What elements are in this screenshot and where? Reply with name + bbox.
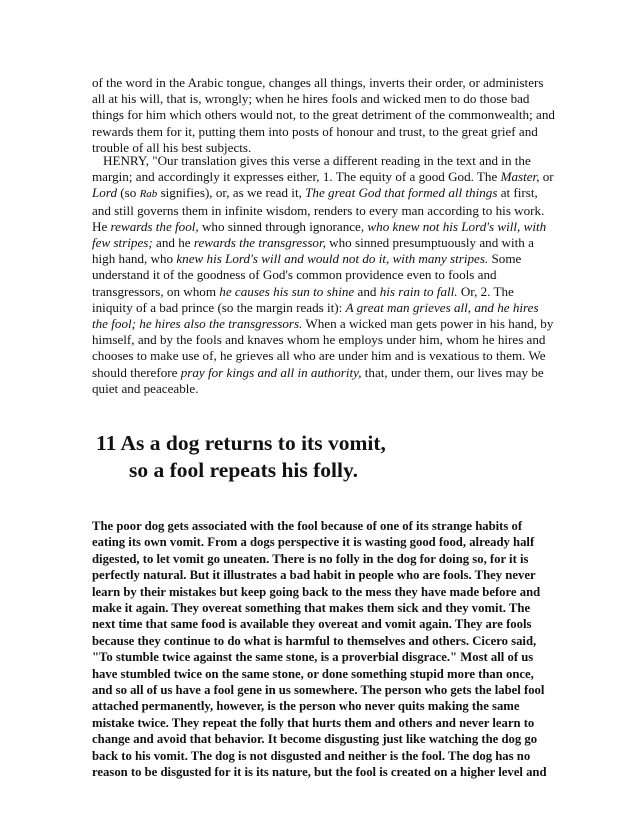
italic-run: Lord [92, 185, 117, 201]
text-run: and [354, 283, 380, 299]
italic-run: he causes his sun to shine [219, 283, 355, 299]
text-run: and he [152, 235, 194, 251]
verse-heading [96, 430, 566, 484]
text-run: (so [117, 185, 140, 201]
text-run: Some understand it of the goodness of God's common providence even to fools and transgressors, on whom [92, 251, 522, 299]
italic-run-small: Rab [139, 188, 158, 201]
text-run: HENRY, "Our translation gives this verse a different reading in the text and in the margin; and accordingly it expresses either, 1. The equity of a good God. The [92, 153, 531, 185]
paragraph-arabic-tongue: of the word in the Arabic tongue, changes all things, inverts their order, or administers all at his will, that is, wrongly; when he hires fools and wicked men to do those bad things for him which others would not, to the great detriment of the commonwealth; and rewards them for it, putting them into posts of honour and trust, to the great grief and trouble of all his best subjects. [92, 75, 555, 155]
text-run: signifies), or, as we read it, [157, 185, 306, 201]
italic-run: who knew not his Lord's will, with few stripes; [92, 218, 547, 251]
italic-run: pray for kings and all in authority, [180, 364, 362, 380]
text-run: at first, and still governs them in infinite wisdom, renders to every man according to his work. He [92, 185, 545, 234]
paragraph-henry-commentary [92, 153, 556, 397]
italic-run: rewards the transgressor, [193, 235, 326, 251]
verse-line-2: so a fool repeats his folly. [129, 458, 358, 482]
text-run: Or, 2. The iniquity of a bad prince (so the margin reads it): [92, 283, 514, 315]
italic-run: Master, [500, 169, 540, 185]
text-run: When a wicked man gets power in his hand, by himself, and by the fools and knaves whom he employs under him, whom he hires and chooses to make use of, he grieves all who are under him and is vexatious to them. We should therefore [92, 316, 554, 380]
text-run: who sinned presumptuously and with a high hand, who [92, 235, 534, 267]
italic-run: rewards the fool, [110, 218, 199, 234]
verse-line-1: 11 As a dog returns to its vomit, [96, 431, 386, 455]
italic-run: A great man grieves all, and he hires the fool; he hires also the transgressors. [92, 299, 539, 332]
italic-run: The great God that formed all things [305, 185, 498, 201]
text-run: who sinned through ignorance, [198, 218, 368, 234]
text-run: or [539, 169, 554, 185]
commentary-paragraph: The poor dog gets associated with the fool because of one of its strange habits of eating its own vomit. From a dogs perspective it is wasting good food, already half digested, to let vomit go uneaten. There is no folly in the dog for doing so, for it is perfectly natural. But it illustrates a bad habit in people who are fools. They never learn by their mistakes but keep going back to the mess they have made before and make it again. They overeat something that makes them sick and they vomit. The next time that same food is available they overeat and vomit again. They are fools because they continue to do what is harmful to themselves and others. Cicero said, "To stumble twice against the same stone, is a proverbial disgrace." Most all of us have stumbled twice on the same stone, or done something stupid more than once, and so all of us have a fool gene in us somewhere. The person who gets the label fool attached permanently, however, is the person who never quits making the same mistake twice. They repeat the folly that hurts them and others and never learn to change and avoid that behavior. It become disgusting just like watching the dog go back to his vomit. The dog is not disgusted and neither is the fool. The dog has no reason to be disgusted for it is its nature, but the fool is created on a higher level and [92, 519, 547, 780]
italic-run: his rain to fall. [379, 283, 458, 299]
italic-run: knew his Lord's will and would not do it, with many stripes. [176, 251, 489, 267]
text-run: that, under them, our lives may be quiet and peaceable. [92, 364, 544, 396]
